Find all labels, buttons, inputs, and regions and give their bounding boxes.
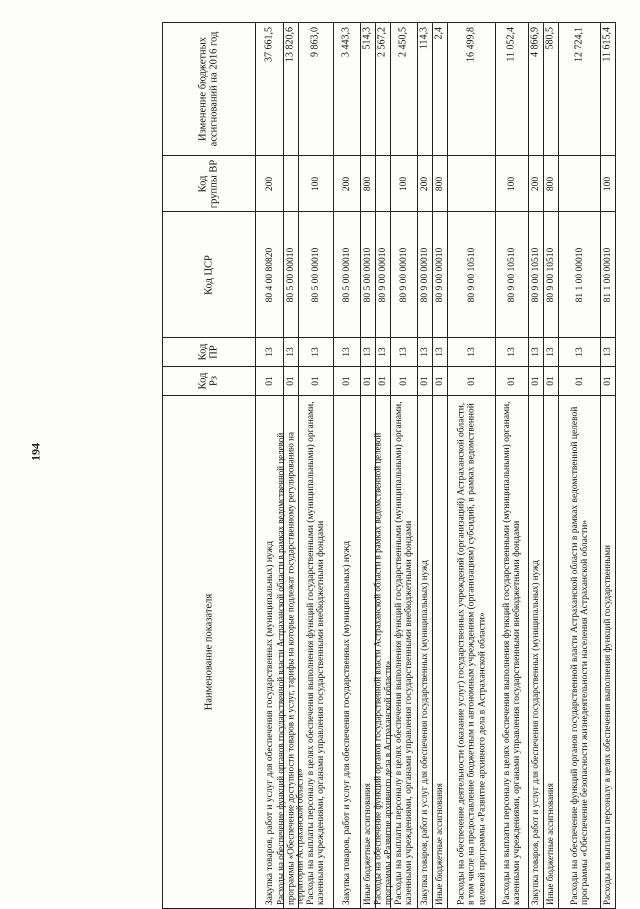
- cell-name: [334, 396, 361, 909]
- cell-pr: [334, 338, 361, 367]
- cell-rz: [376, 367, 391, 396]
- cell-value: [496, 23, 529, 156]
- row-label: Иные бюджетные ассигнования: [434, 783, 445, 905]
- cell-vr: [529, 156, 544, 212]
- cell-name: [418, 396, 433, 909]
- cell-csr: [418, 212, 433, 338]
- row-csr: 80 9 00 10510: [530, 247, 541, 302]
- row-label: Расходы на обеспечение функций органов государственной власти Астраханской области в рамках ведомственной целевой программы «Обеспечение безопасности жизнедеятельности населения Астраханской области»: [569, 406, 590, 905]
- row-label: Иные бюджетные ассигнования: [545, 783, 556, 905]
- row-rz: 01: [310, 376, 321, 386]
- row-csr: 80 9 00 00010: [398, 247, 409, 302]
- row-value: 16 499,8: [465, 27, 477, 62]
- cell-value: [544, 23, 559, 156]
- row-label: Закупка товаров, работ и услуг для обеспечения государственных (муниципальных) нужд: [530, 560, 541, 905]
- cell-csr: [391, 212, 418, 338]
- row-pr: 13: [419, 347, 430, 357]
- cell-csr: [559, 212, 601, 338]
- row-vr: 200: [341, 176, 352, 191]
- row-label: Закупка товаров, работ и услуг для обеспечения государственных (муниципальных) нужд: [419, 560, 430, 905]
- cell-rz: [544, 367, 559, 396]
- row-pr: 13: [341, 347, 352, 357]
- cell-csr: [256, 212, 284, 338]
- cell-name: [544, 396, 559, 909]
- cell-vr: [496, 156, 529, 212]
- field-row-vr: [163, 156, 616, 212]
- cell-vr: [601, 156, 616, 212]
- cell-csr: [544, 212, 559, 338]
- row-csr: 80 9 00 10510: [506, 247, 517, 302]
- row-rz: 01: [466, 376, 477, 386]
- row-pr: 13: [264, 347, 275, 357]
- cell-pr: [418, 338, 433, 367]
- header-label-pr: Код ПР: [197, 343, 220, 361]
- cell-rz: [496, 367, 529, 396]
- row-rz: 01: [362, 376, 373, 386]
- cell-pr: [376, 338, 391, 367]
- row-vr: 100: [310, 176, 321, 191]
- row-value: 514,3: [361, 27, 373, 50]
- row-value: 11 052,4: [505, 27, 517, 62]
- row-value: 3 443,3: [340, 27, 352, 57]
- row-rz: 01: [377, 376, 388, 386]
- cell-csr: [376, 212, 391, 338]
- row-pr: 13: [285, 347, 296, 357]
- cell-vr: [559, 156, 601, 212]
- row-value: 12 724,1: [573, 27, 585, 62]
- cell-vr: [376, 156, 391, 212]
- cell-pr: [529, 338, 544, 367]
- cell-rz: [448, 367, 496, 396]
- header-label-rz: Код Рз: [197, 372, 220, 390]
- row-value: 13 820,6: [284, 27, 296, 62]
- row-csr: 80 9 00 10510: [545, 247, 556, 302]
- cell-value: [418, 23, 433, 156]
- cell-vr: [284, 156, 299, 212]
- row-label: Расходы на выплаты персоналу в целях обеспечения выполнения функций государственными (муниципальными) органами, казенными учреждениями, органами управления государственными внебюджетными фондами: [305, 401, 326, 905]
- row-pr: 13: [310, 347, 321, 357]
- row-pr: 13: [602, 347, 613, 357]
- row-csr: 80 5 00 00010: [341, 247, 352, 302]
- row-csr: 80 5 00 00010: [310, 247, 321, 302]
- cell-pr: [433, 338, 448, 367]
- row-value: 4 866,9: [529, 27, 541, 57]
- cell-pr: [496, 338, 529, 367]
- row-vr: 200: [264, 176, 275, 191]
- cell-csr: [601, 212, 616, 338]
- header-pr: [163, 338, 256, 367]
- cell-csr: [361, 212, 376, 338]
- field-row-name: [163, 396, 616, 909]
- row-rz: 01: [545, 376, 556, 386]
- row-vr: 200: [419, 176, 430, 191]
- cell-name: [601, 396, 616, 909]
- row-rz: 01: [602, 376, 613, 386]
- cell-rz: [361, 367, 376, 396]
- cell-value: [256, 23, 284, 156]
- cell-vr: [299, 156, 334, 212]
- cell-pr: [448, 338, 496, 367]
- header-csr: [163, 212, 256, 338]
- page-number: 194: [28, 443, 43, 461]
- cell-rz: [559, 367, 601, 396]
- header-value: [163, 23, 256, 156]
- cell-pr: [361, 338, 376, 367]
- row-label: Расходы на обеспечение деятельности (оказание услуг) государственных учреждений (организаций) Астраханской области, в том числе на предоставление бюджетным и автономным учреждениям (организациям) субсидий, в рамках ведомственной целевой программы «Развитие архивного дела в Астраханской области»: [456, 402, 487, 905]
- header-label-csr: Код ЦСР: [203, 254, 215, 295]
- cell-vr: [391, 156, 418, 212]
- row-label: Расходы на выплаты персоналу в целях обеспечения выполнения функций государственными (муниципальными) органами, казенными учреждениями, органами управления государственными внебюджетными фондами: [393, 401, 414, 905]
- header-rz: [163, 367, 256, 396]
- cell-value: [559, 23, 601, 156]
- cell-rz: [601, 367, 616, 396]
- cell-value: [299, 23, 334, 156]
- cell-name: [391, 396, 418, 909]
- cell-pr: [391, 338, 418, 367]
- row-rz: 01: [285, 376, 296, 386]
- row-csr: 81 1 00 00010: [574, 247, 585, 302]
- cell-value: [334, 23, 361, 156]
- row-csr: 80 4 00 80820: [264, 247, 275, 302]
- cell-name: [433, 396, 448, 909]
- row-value: 580,5: [544, 27, 556, 50]
- cell-name: [275, 396, 305, 909]
- cell-vr: [256, 156, 284, 212]
- cell-value: [284, 23, 299, 156]
- row-rz: 01: [574, 376, 585, 386]
- row-rz: 01: [434, 376, 445, 386]
- row-csr: 80 9 00 00010: [434, 247, 445, 302]
- row-pr: 13: [434, 347, 445, 357]
- row-vr: 100: [602, 176, 613, 191]
- cell-vr: [448, 156, 496, 212]
- row-vr: 800: [545, 176, 556, 191]
- cell-rz: [418, 367, 433, 396]
- cell-rz: [299, 367, 334, 396]
- row-csr: 80 9 00 00010: [377, 247, 388, 302]
- row-pr: 13: [530, 347, 541, 357]
- row-label: Закупка товаров, работ и услуг для обеспечения государственных (муниципальных) нужд: [264, 541, 275, 905]
- row-vr: 800: [362, 176, 373, 191]
- cell-name: [372, 396, 392, 909]
- cell-vr: [433, 156, 448, 212]
- header-label-value: Изменение бюджетных ассигнований на 2016 год: [197, 31, 220, 147]
- row-rz: 01: [264, 376, 275, 386]
- row-vr: 100: [506, 176, 517, 191]
- cell-csr: [433, 212, 448, 338]
- row-pr: 13: [506, 347, 517, 357]
- field-row-value: [163, 23, 616, 156]
- row-rz: 01: [530, 376, 541, 386]
- row-value: 114,3: [418, 27, 430, 50]
- row-rz: 01: [506, 376, 517, 386]
- row-value: 9 863,0: [309, 27, 321, 57]
- cell-name: [299, 396, 334, 909]
- field-row-pr: [163, 338, 616, 367]
- cell-csr: [284, 212, 299, 338]
- row-label: Расходы на обеспечение функций органов государственной власти Астраханской области в рамках ведомственной целевой программы «Обеспечение доступности товаров и услуг, тарифы на которые подлежат государственному регулированию на территории Астраханской области»: [275, 432, 305, 905]
- cell-pr: [256, 338, 284, 367]
- row-csr: 80 5 00 00010: [285, 247, 296, 302]
- cell-name: [559, 396, 601, 909]
- field-row-csr: [163, 212, 616, 338]
- cell-name: [496, 396, 529, 909]
- row-label: Расходы на выплаты персоналу в целях обеспечения выполнения функций государственными: [602, 545, 613, 905]
- row-value: 37 661,5: [263, 27, 275, 62]
- row-csr: 81 1 00 00010: [602, 247, 613, 302]
- cell-name: [529, 396, 544, 909]
- cell-value: [529, 23, 544, 156]
- row-vr: 100: [398, 176, 409, 191]
- row-rz: 01: [398, 376, 409, 386]
- cell-vr: [544, 156, 559, 212]
- cell-vr: [418, 156, 433, 212]
- cell-pr: [544, 338, 559, 367]
- budget-table: [162, 22, 616, 909]
- field-row-rz: [163, 367, 616, 396]
- row-pr: 13: [398, 347, 409, 357]
- row-rz: 01: [341, 376, 352, 386]
- row-value: 2,4: [433, 27, 445, 40]
- cell-pr: [559, 338, 601, 367]
- cell-rz: [391, 367, 418, 396]
- cell-value: [448, 23, 496, 156]
- row-label: Расходы на выплаты персоналу в целях обеспечения выполнения функций государственными (муниципальными) органами, казенными учреждениями, органами управления государственными внебюджетными фондами: [501, 401, 522, 905]
- cell-pr: [601, 338, 616, 367]
- cell-rz: [529, 367, 544, 396]
- cell-csr: [448, 212, 496, 338]
- row-value: 2 567,2: [376, 27, 388, 57]
- header-label-vr: Код группы ВР: [197, 159, 220, 208]
- cell-value: [601, 23, 616, 156]
- row-csr: 80 9 00 00010: [419, 247, 430, 302]
- cell-pr: [299, 338, 334, 367]
- cell-name: [448, 396, 496, 909]
- row-csr: 80 5 00 00010: [362, 247, 373, 302]
- cell-csr: [496, 212, 529, 338]
- cell-vr: [334, 156, 361, 212]
- row-vr: 800: [434, 176, 445, 191]
- row-pr: 13: [574, 347, 585, 357]
- cell-rz: [433, 367, 448, 396]
- cell-csr: [529, 212, 544, 338]
- row-value: 11 615,4: [601, 27, 613, 62]
- row-pr: 13: [545, 347, 556, 357]
- row-pr: 13: [377, 347, 388, 357]
- row-value: 2 450,5: [397, 27, 409, 57]
- row-pr: 13: [362, 347, 373, 357]
- cell-vr: [361, 156, 376, 212]
- header-vr: [163, 156, 256, 212]
- cell-value: [433, 23, 448, 156]
- row-label: Иные бюджетные ассигнования: [362, 783, 373, 905]
- row-label: Закупка товаров, работ и услуг для обеспечения государственных (муниципальных) нужд: [341, 541, 352, 905]
- cell-pr: [284, 338, 299, 367]
- cell-value: [361, 23, 376, 156]
- cell-rz: [256, 367, 284, 396]
- row-rz: 01: [419, 376, 430, 386]
- row-label: Расходы на обеспечение функций органов государственной власти Астраханской области в рамках ведомственной целевой программы «Развитие архивного дела в Астраханской области»: [372, 432, 392, 905]
- cell-rz: [334, 367, 361, 396]
- row-vr: 200: [530, 176, 541, 191]
- cell-value: [376, 23, 391, 156]
- cell-rz: [284, 367, 299, 396]
- cell-value: [391, 23, 418, 156]
- row-csr: 80 9 00 10510: [466, 247, 477, 302]
- header-label-name: Наименование показателя: [203, 593, 215, 711]
- header-name: [163, 396, 256, 909]
- row-pr: 13: [466, 347, 477, 357]
- cell-csr: [334, 212, 361, 338]
- cell-csr: [299, 212, 334, 338]
